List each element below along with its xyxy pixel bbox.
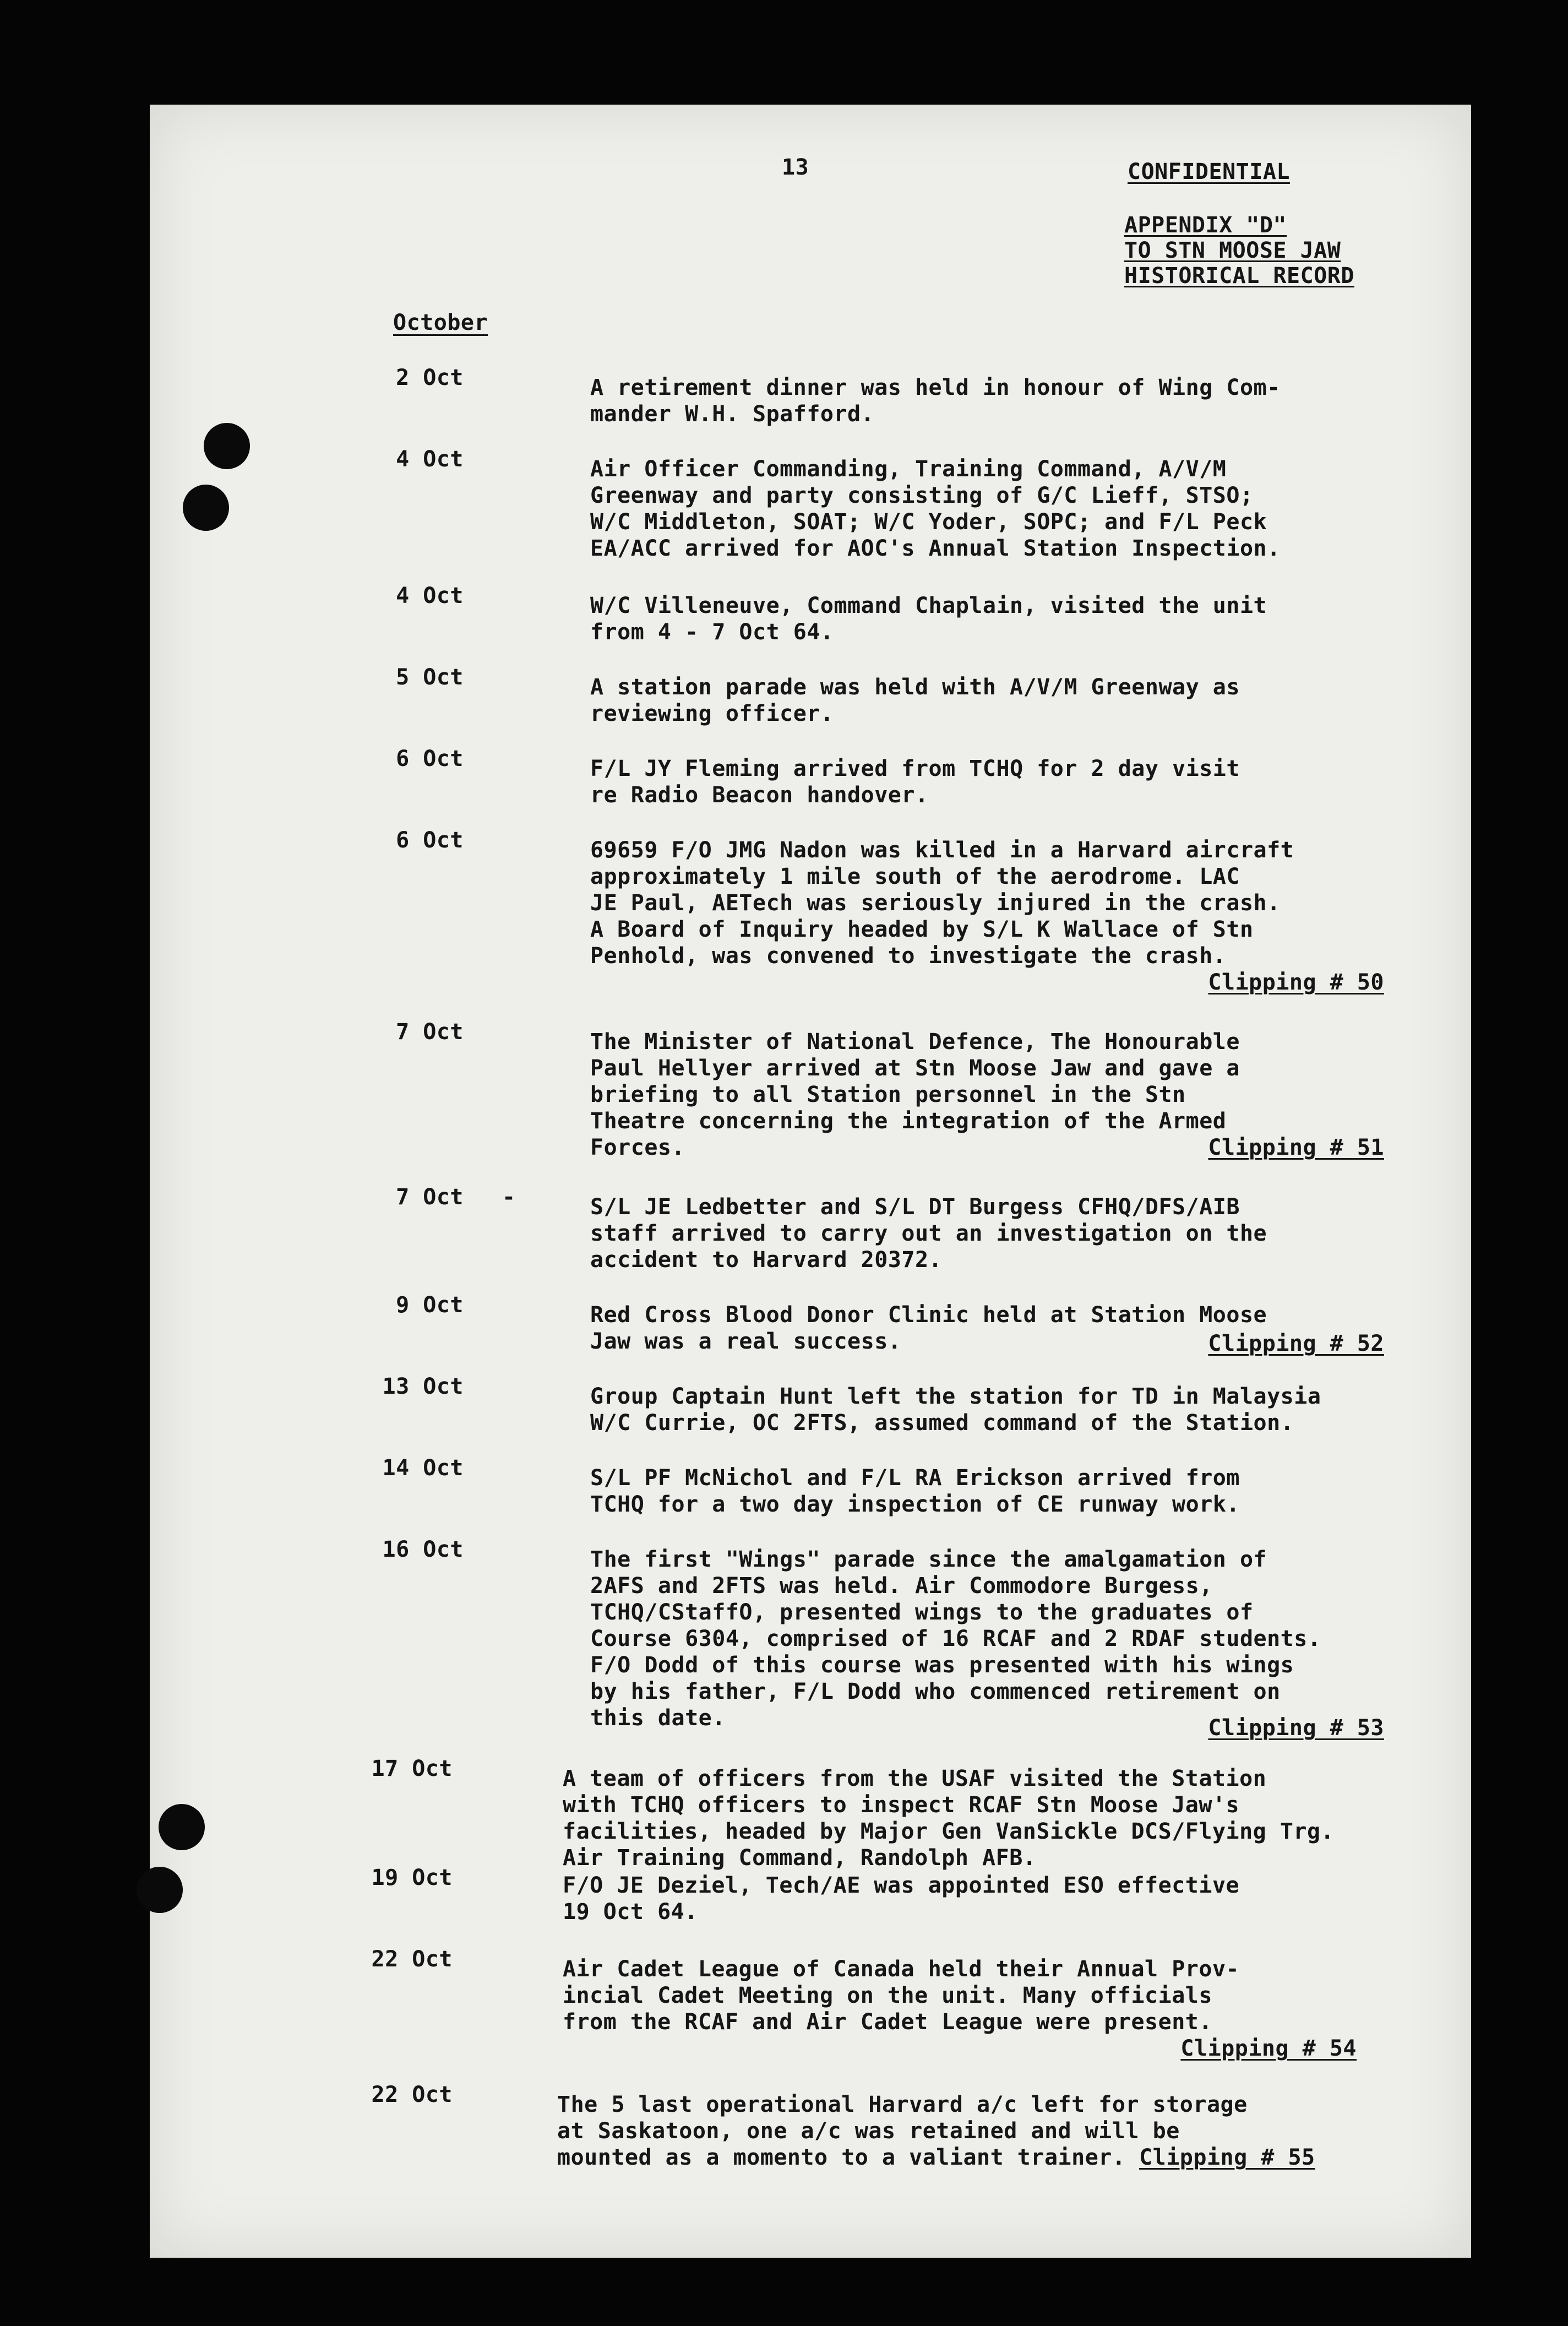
margin-mark: - (502, 1184, 516, 1210)
entry-date: 9 Oct (396, 1292, 464, 1318)
clipping-reference: Clipping # 52 (1208, 1331, 1384, 1356)
clipping-reference: Clipping # 50 (1208, 970, 1384, 995)
entry-line: Paul Hellyer arrived at Stn Moose Jaw and gave a (590, 1056, 1240, 1081)
entry-date: 7 Oct (396, 1019, 464, 1045)
entry-line: Course 6304, comprised of 16 RCAF and 2 RDAF students. (590, 1626, 1321, 1651)
entry-line: 19 Oct 64. (563, 1899, 698, 1925)
entry-line: TCHQ/CStaffO, presented wings to the graduates of (590, 1600, 1254, 1625)
entry-line: staff arrived to carry out an investigation on the (590, 1221, 1267, 1246)
entry-line: facilities, headed by Major Gen VanSickle DCS/Flying Trg. (563, 1819, 1335, 1844)
entry-line: mander W.H. Spafford. (590, 401, 875, 427)
entry-line: Greenway and party consisting of G/C Lieff, STSO; (590, 483, 1254, 508)
entry-text (563, 1956, 1361, 2062)
month-heading: October (393, 310, 488, 335)
entry-line: Air Officer Commanding, Training Command, A/V/M (590, 456, 1227, 482)
entry-line: Red Cross Blood Donor Clinic held at Station Moose (590, 1302, 1267, 1328)
document-page (150, 105, 1471, 2258)
entry-text (590, 674, 1389, 727)
appendix-reference (1124, 213, 1389, 289)
entry-line: Forces. (590, 1135, 685, 1160)
entry-text (590, 1029, 1389, 1161)
entry-line: The 5 last operational Harvard a/c left for storage (557, 2092, 1248, 2117)
entry-date: 7 Oct (396, 1184, 464, 1210)
entry-date: 17 Oct (371, 1756, 453, 1781)
entry-text (590, 593, 1389, 645)
entry-date: 16 Oct (382, 1537, 464, 1562)
entry-line: from the RCAF and Air Cadet League were present. (563, 2009, 1212, 2035)
entry-line: TCHQ for a two day inspection of CE runway work. (590, 1492, 1240, 1517)
entry-line: Group Captain Hunt left the station for TD in Malaysia (590, 1384, 1321, 1409)
entry-line: A retirement dinner was held in honour of Wing Com- (590, 375, 1281, 400)
entry-line: Air Cadet League of Canada held their Annual Prov- (563, 1957, 1240, 1982)
entry-line: Theatre concerning the integration of the Armed (590, 1108, 1227, 1134)
entry-text (590, 456, 1389, 562)
entry-line: Penhold, was convened to investigate the crash. (590, 943, 1227, 969)
entry-line: from 4 - 7 Oct 64. (590, 619, 834, 645)
entry-line: accident to Harvard 20372. (590, 1247, 943, 1273)
entry-text (590, 837, 1389, 996)
entry-date: 2 Oct (396, 365, 464, 390)
entry-line: incial Cadet Meeting on the unit. Many officials (563, 1983, 1212, 2008)
entry-text (590, 1194, 1389, 1273)
entry-date: 4 Oct (396, 583, 464, 608)
entry-line: F/O Dodd of this course was presented with his wings (590, 1653, 1294, 1678)
entry-line: Air Training Command, Randolph AFB. (563, 1845, 1037, 1871)
entry-line: JE Paul, AETech was seriously injured in the crash. (590, 890, 1281, 916)
entry-line: W/C Currie, OC 2FTS, assumed command of the Station. (590, 1410, 1294, 1436)
entry-text (557, 2091, 1355, 2171)
entry-line: 2AFS and 2FTS was held. Air Commodore Burgess, (590, 1573, 1213, 1599)
classification-label: CONFIDENTIAL (1128, 159, 1290, 184)
entry-text (590, 1546, 1389, 1741)
entry-line (557, 2144, 1355, 2171)
entry-line: A Board of Inquiry headed by S/L K Wallace of Stn (590, 917, 1254, 942)
entry-line: 69659 F/O JMG Nadon was killed in a Harvard aircraft (590, 838, 1294, 863)
entry-text (563, 1765, 1361, 1871)
entry-line: W/C Villeneuve, Command Chaplain, visited the unit (590, 593, 1267, 618)
appendix-line: TO STN MOOSE JAW (1124, 238, 1341, 263)
entry-line: EA/ACC arrived for AOC's Annual Station Inspection. (590, 536, 1281, 561)
entry-line-text: mounted as a momento to a valiant trainer. (557, 2145, 1126, 2170)
entry-line: A station parade was held with A/V/M Greenway as (590, 675, 1240, 700)
entry-line: The Minister of National Defence, The Honourable (590, 1029, 1240, 1055)
entry-date: 14 Oct (382, 1455, 464, 1481)
entry-line: at Saskatoon, one a/c was retained and will be (557, 2118, 1180, 2144)
entry-date: 6 Oct (396, 828, 464, 853)
entry-line: S/L JE Ledbetter and S/L DT Burgess CFHQ/DFS/AIB (590, 1194, 1240, 1220)
entry-line: F/L JY Fleming arrived from TCHQ for 2 day visit (590, 756, 1240, 781)
entry-date: 4 Oct (396, 447, 464, 472)
entry-line: re Radio Beacon handover. (590, 782, 929, 808)
entry-text (590, 1465, 1389, 1518)
entry-line: approximately 1 mile south of the aerodrome. LAC (590, 864, 1240, 889)
entry-line: The first "Wings" parade since the amalgamation of (590, 1547, 1267, 1572)
appendix-line: APPENDIX "D" (1124, 213, 1287, 238)
clipping-reference: Clipping # 54 (1180, 2036, 1357, 2061)
entry-text (590, 756, 1389, 808)
entry-line: reviewing officer. (590, 701, 834, 726)
clipping-reference: Clipping # 53 (1208, 1715, 1384, 1741)
entry-date: 5 Oct (396, 665, 464, 690)
entry-line: with TCHQ officers to inspect RCAF Stn Moose Jaw's (563, 1792, 1240, 1818)
punch-hole (204, 423, 250, 469)
entry-text (590, 374, 1389, 427)
entry-line: F/O JE Deziel, Tech/AE was appointed ESO effective (563, 1873, 1240, 1898)
entry-line: by his father, F/L Dodd who commenced retirement on (590, 1679, 1281, 1704)
punch-hole (159, 1804, 205, 1850)
entry-date: 6 Oct (396, 746, 464, 771)
entry-date: 22 Oct (371, 1947, 453, 1972)
page-number: 13 (782, 155, 809, 180)
appendix-line: HISTORICAL RECORD (1124, 263, 1354, 289)
entry-line: S/L PF McNichol and F/L RA Erickson arrived from (590, 1465, 1240, 1491)
entry-text (563, 1872, 1361, 1925)
punch-hole (137, 1867, 183, 1913)
entry-line: briefing to all Station personnel in the Stn (590, 1082, 1186, 1107)
entry-date: 13 Oct (382, 1374, 464, 1399)
clipping-reference: Clipping # 51 (1208, 1135, 1384, 1160)
entry-text (590, 1302, 1389, 1357)
entry-line: A team of officers from the USAF visited the Station (563, 1766, 1267, 1791)
entry-line: W/C Middleton, SOAT; W/C Yoder, SOPC; and F/L Peck (590, 509, 1267, 535)
punch-hole (183, 485, 229, 531)
entry-date: 19 Oct (371, 1865, 453, 1890)
entry-text (590, 1383, 1389, 1436)
entry-line: this date. (590, 1705, 726, 1731)
clipping-reference: Clipping # 55 (1139, 2145, 1315, 2170)
entry-date: 22 Oct (371, 2082, 453, 2107)
entry-line: Jaw was a real success. (590, 1329, 902, 1354)
